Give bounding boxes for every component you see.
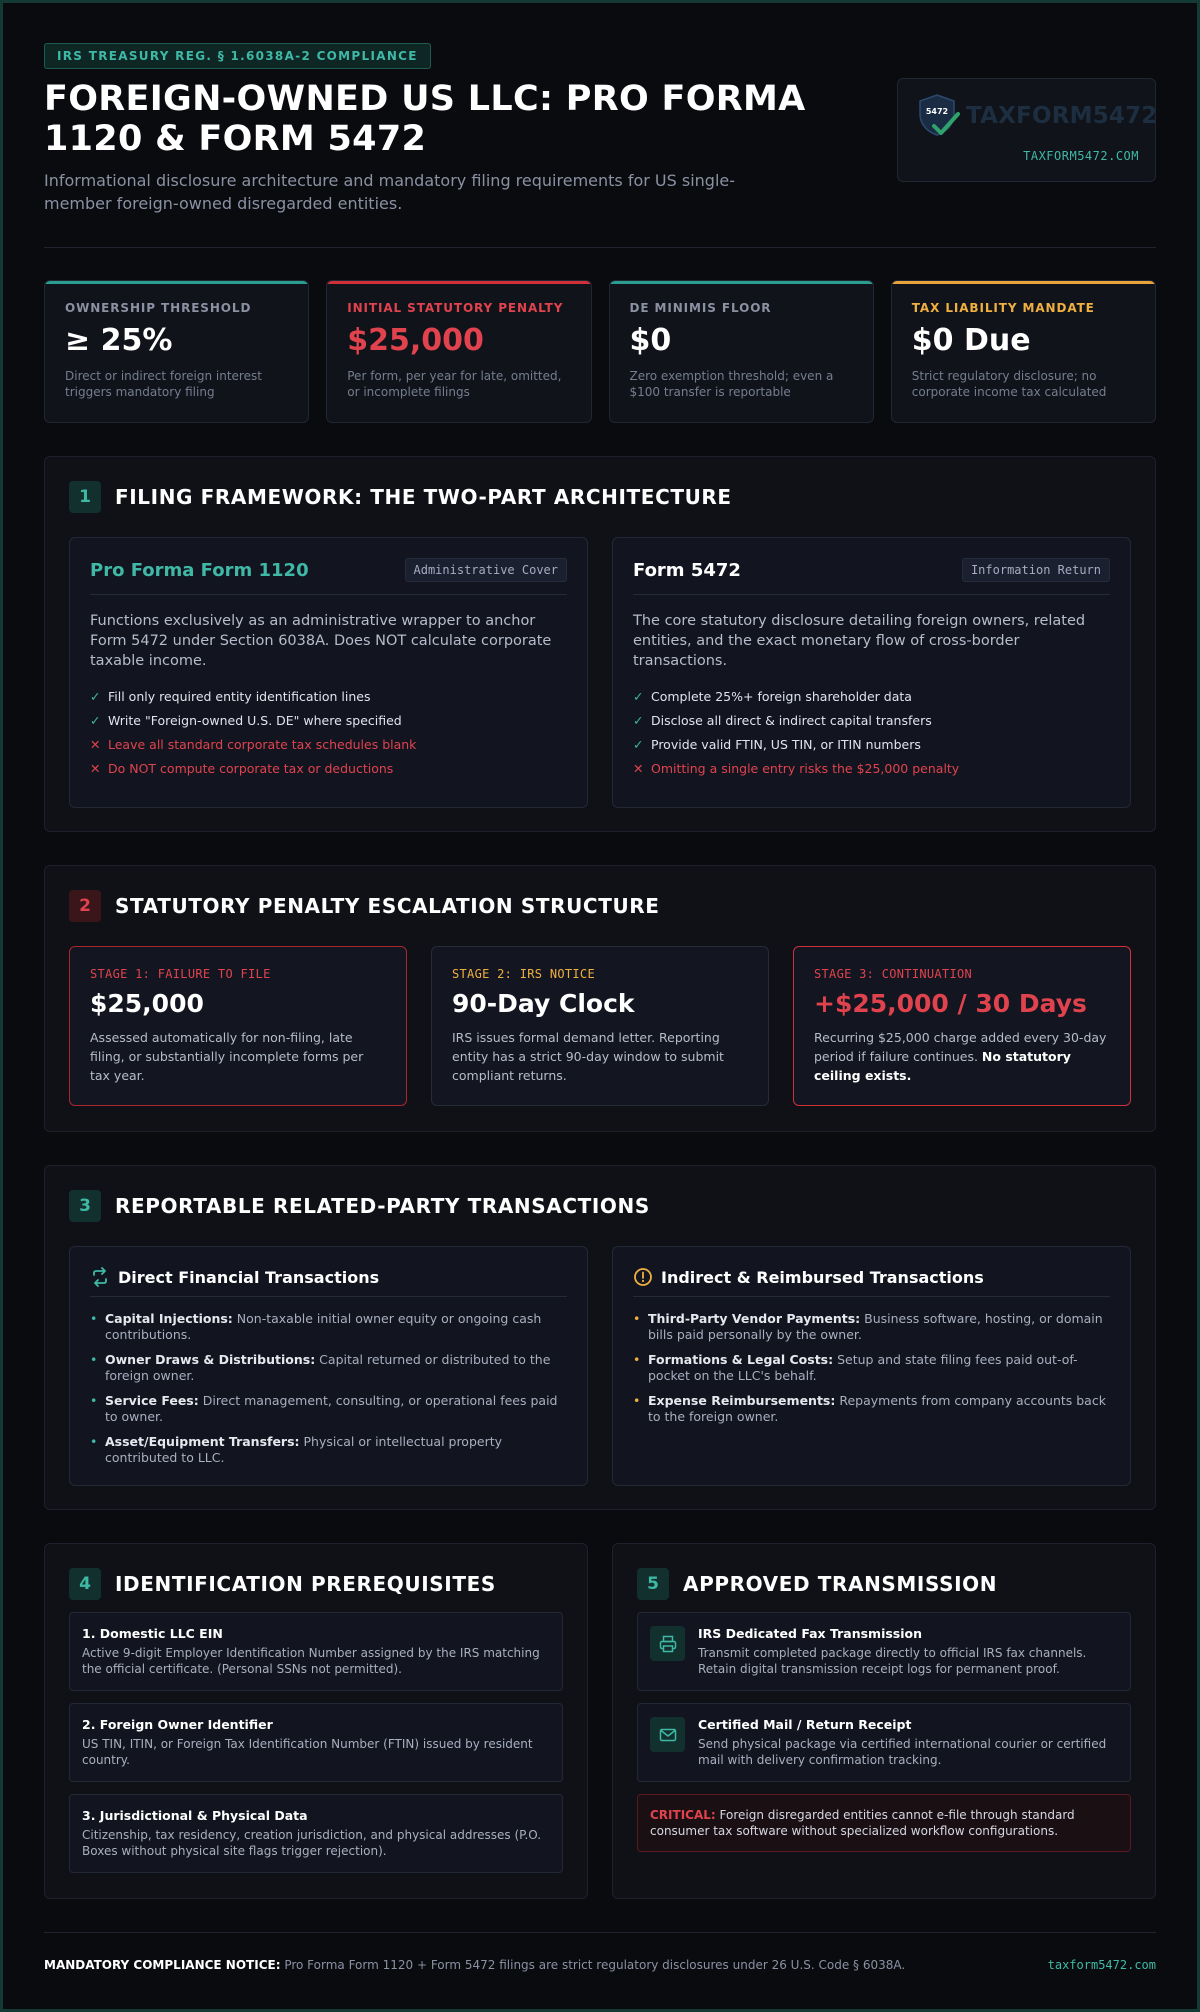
checklist-item <box>90 761 567 777</box>
checklist-item <box>633 737 1110 753</box>
stat-label: TAX LIABILITY MANDATE <box>911 301 1095 315</box>
list-item: • Owner Draws & Distributions: Capital returned or distributed to the foreign owner. <box>90 1352 567 1384</box>
list-item: • Service Fees: Direct management, consulting, or operational fees paid to owner. <box>90 1393 567 1425</box>
panel-header <box>90 558 567 595</box>
transmission-method-mail <box>637 1703 1131 1782</box>
mail-icon <box>650 1717 685 1752</box>
checklist-text: Write "Foreign-owned U.S. DE" where specified <box>108 713 402 728</box>
stat-desc: Strict regulatory disclosure; no corporate income tax calculated <box>911 369 1107 399</box>
section-number: 1 <box>69 481 101 513</box>
notice-text: Pro Forma Form 1120 + Form 5472 filings are strict regulatory disclosures under 26 U.S. Code § 6038A. <box>280 1958 906 1972</box>
section-filing-framework <box>44 456 1156 832</box>
requirement-item <box>69 1612 563 1691</box>
transaction-panels <box>69 1246 1131 1486</box>
checklist <box>633 689 1110 777</box>
critical-text: Foreign disregarded entities cannot e-file through standard consumer tax software without specialized workflow configurations. <box>650 1808 1075 1838</box>
requirement-title: 3. Jurisdictional & Physical Data <box>82 1808 308 1823</box>
checklist-text: Do NOT compute corporate tax or deductions <box>108 761 394 776</box>
stat-cards <box>44 280 1156 423</box>
section-penalty-escalation <box>44 865 1156 1132</box>
check-icon: ✓ <box>633 713 644 728</box>
list-item: • Expense Reimbursements: Repayments from company accounts back to the foreign owner. <box>633 1393 1110 1425</box>
panel-direct-transactions <box>69 1246 588 1486</box>
cross-icon: ✕ <box>90 737 101 752</box>
method-desc: Transmit completed package directly to official IRS fax channels. Retain digital transmission receipt logs for permanent proof. <box>698 1646 1087 1676</box>
panel-header <box>90 1267 567 1297</box>
transaction-list <box>90 1311 567 1466</box>
panel-desc: Functions exclusively as an administrative wrapper to anchor Form 5472 under Section 6038A. Does NOT calculate corporate taxable income. <box>90 613 552 669</box>
requirement-desc: Active 9-digit Employer Identification Number assigned by the IRS matching the official certificate. (Personal SSNs not permitted). <box>82 1646 540 1676</box>
method-title: Certified Mail / Return Receipt <box>698 1717 912 1732</box>
cross-icon: ✕ <box>633 761 644 776</box>
stage-label: STAGE 2: IRS NOTICE <box>452 967 595 981</box>
checklist-text: Fill only required entity identification lines <box>108 689 371 704</box>
stage-desc: IRS issues formal demand letter. Reporting entity has a strict 90-day window to submit compliant returns. <box>452 1030 724 1083</box>
requirement-item <box>69 1794 563 1873</box>
stat-value: $0 Due <box>911 323 1031 358</box>
panel-desc: The core statutory disclosure detailing foreign owners, related entities, and the exact monetary flow of cross-border transactions. <box>633 613 1086 669</box>
panel-title: Pro Forma Form 1120 <box>90 559 309 581</box>
checklist-text: Omitting a single entry risks the $25,000 penalty <box>651 761 960 776</box>
panel-title-text: Direct Financial Transactions <box>118 1267 380 1287</box>
footer-link[interactable]: taxform5472.com <box>1047 1958 1156 1972</box>
critical-notice <box>637 1794 1131 1852</box>
penalty-stage-3 <box>793 946 1131 1106</box>
panel-title-text: Indirect & Reimbursed Transactions <box>661 1267 984 1287</box>
compliance-notice <box>44 1958 905 1972</box>
checklist-text: Disclose all direct & indirect capital transfers <box>651 713 932 728</box>
logo-url[interactable]: TAXFORM5472.COM <box>1023 149 1139 163</box>
stat-value: ≥ 25% <box>65 323 173 358</box>
compliance-tag: IRS TREASURY REG. § 1.6038A-2 COMPLIANCE <box>44 43 431 69</box>
stage-value: +$25,000 / 30 Days <box>814 989 1087 1018</box>
checklist-text: Complete 25%+ foreign shareholder data <box>651 689 912 704</box>
alert-circle-icon <box>633 1267 653 1287</box>
checklist-text: Provide valid FTIN, US TIN, or ITIN numbers <box>651 737 921 752</box>
section-title: STATUTORY PENALTY ESCALATION STRUCTURE <box>115 894 660 918</box>
stage-desc: Assessed automatically for non-filing, late filing, or substantially incomplete forms per tax year. <box>90 1030 364 1083</box>
stat-label: DE MINIMIS FLOOR <box>629 301 772 315</box>
section-transmission <box>612 1543 1156 1899</box>
page-subtitle: Informational disclosure architecture and mandatory filing requirements for US single-member foreign-owned disregarded entities. <box>44 171 736 213</box>
stage-value: $25,000 <box>90 989 204 1018</box>
panel-title <box>633 1267 1110 1287</box>
stat-desc: Direct or indirect foreign interest triggers mandatory filing <box>65 369 262 399</box>
section-header <box>637 1568 1131 1600</box>
panel-pro-forma-1120 <box>69 537 588 808</box>
list-item: • Asset/Equipment Transfers: Physical or intellectual property contributed to LLC. <box>90 1434 567 1466</box>
check-icon: ✓ <box>90 689 101 704</box>
checklist-item <box>633 713 1110 729</box>
section-header <box>69 890 1131 922</box>
panel-title: Form 5472 <box>633 559 741 581</box>
section-header <box>69 1190 1131 1222</box>
stat-label: INITIAL STATUTORY PENALTY <box>347 301 564 315</box>
panel-chip: Administrative Cover <box>405 558 568 582</box>
section-title: IDENTIFICATION PREREQUISITES <box>115 1572 496 1596</box>
requirement-desc: US TIN, ITIN, or Foreign Tax Identification Number (FTIN) issued by resident country. <box>82 1737 533 1767</box>
section-title: APPROVED TRANSMISSION <box>683 1572 998 1596</box>
shield-check-icon <box>914 92 960 138</box>
transfer-arrows-icon <box>90 1267 110 1287</box>
panel-header <box>633 1267 1110 1297</box>
stat-card-ownership <box>44 280 309 423</box>
section-title: FILING FRAMEWORK: THE TWO-PART ARCHITECTURE <box>115 485 732 509</box>
section-header <box>69 481 1131 513</box>
stat-card-de-minimis <box>609 280 874 423</box>
penalty-stage-1 <box>69 946 407 1106</box>
requirement-title: 1. Domestic LLC EIN <box>82 1626 223 1641</box>
page-title: FOREIGN-OWNED US LLC: PRO FORMA 1120 & FORM 5472 <box>44 79 806 159</box>
bottom-sections <box>44 1543 1156 1899</box>
list-item: • Capital Injections: Non-taxable initial owner equity or ongoing cash contributions. <box>90 1311 567 1343</box>
stage-desc: Recurring $25,000 charge added every 30-day period if failure continues. No statutory ceiling exists. <box>814 1030 1107 1083</box>
checklist-text: Leave all standard corporate tax schedules blank <box>108 737 417 752</box>
section-number: 4 <box>69 1568 101 1600</box>
logo-wordmark: TAXFORM5472 <box>966 103 1158 129</box>
section-title: REPORTABLE RELATED-PARTY TRANSACTIONS <box>115 1194 650 1218</box>
printer-icon <box>650 1626 685 1661</box>
check-icon: ✓ <box>633 689 644 704</box>
notice-label: MANDATORY COMPLIANCE NOTICE: <box>44 1958 281 1972</box>
section-number: 2 <box>69 890 101 922</box>
list-item: • Formations & Legal Costs: Setup and state filing fees paid out-of-pocket on the LLC's behalf. <box>633 1352 1110 1384</box>
logo-badge-text: 5472 <box>925 107 949 116</box>
panel-chip: Information Return <box>962 558 1110 582</box>
stage-label: STAGE 3: CONTINUATION <box>814 967 973 981</box>
stat-desc: Per form, per year for late, omitted, or incomplete filings <box>347 369 562 399</box>
framework-panels <box>69 537 1131 808</box>
panel-indirect-transactions <box>612 1246 1131 1486</box>
method-desc: Send physical package via certified international courier or certified mail with delivery confirmation tracking. <box>698 1737 1107 1767</box>
header-divider <box>44 247 1156 248</box>
method-title: IRS Dedicated Fax Transmission <box>698 1626 923 1641</box>
checklist-item <box>90 713 567 729</box>
transmission-method-fax <box>637 1612 1131 1691</box>
requirement-desc: Citizenship, tax residency, creation jurisdiction, and physical addresses (P.O. Boxes without physical site flags trigger rejection). <box>82 1828 542 1858</box>
section-number: 3 <box>69 1190 101 1222</box>
section-header <box>69 1568 563 1600</box>
transaction-list <box>633 1311 1110 1425</box>
list-item: • Third-Party Vendor Payments: Business software, hosting, or domain bills paid personally by the owner. <box>633 1311 1110 1343</box>
stage-value: 90-Day Clock <box>452 989 635 1018</box>
checklist-item <box>633 761 1110 777</box>
stage-label: STAGE 1: FAILURE TO FILE <box>90 967 271 981</box>
requirement-title: 2. Foreign Owner Identifier <box>82 1717 273 1732</box>
penalty-stage-2 <box>431 946 769 1106</box>
footer <box>44 1932 1156 1972</box>
stat-card-tax-liability <box>891 280 1156 423</box>
stat-desc: Zero exemption threshold; even a $100 transfer is reportable <box>629 369 834 399</box>
stat-card-penalty <box>326 280 591 423</box>
critical-label: CRITICAL: <box>650 1808 716 1822</box>
panel-title <box>90 1267 567 1287</box>
penalty-stages <box>69 946 1131 1106</box>
stat-label: OWNERSHIP THRESHOLD <box>65 301 252 315</box>
section-number: 5 <box>637 1568 669 1600</box>
stage-desc-emphasis: No statutory ceiling exists. <box>814 1049 1071 1083</box>
stat-value: $0 <box>629 323 672 358</box>
section-related-party-transactions <box>44 1165 1156 1510</box>
checklist <box>90 689 567 777</box>
checklist-item <box>633 689 1110 705</box>
panel-header <box>633 558 1110 595</box>
requirement-item <box>69 1703 563 1782</box>
stat-value: $25,000 <box>347 323 484 358</box>
checklist-item <box>90 689 567 705</box>
brand-logo[interactable] <box>897 78 1156 182</box>
checklist-item <box>90 737 567 753</box>
check-icon: ✓ <box>633 737 644 752</box>
section-identification <box>44 1543 588 1899</box>
check-icon: ✓ <box>90 713 101 728</box>
panel-form-5472 <box>612 537 1131 808</box>
header <box>44 43 1156 243</box>
cross-icon: ✕ <box>90 761 101 776</box>
